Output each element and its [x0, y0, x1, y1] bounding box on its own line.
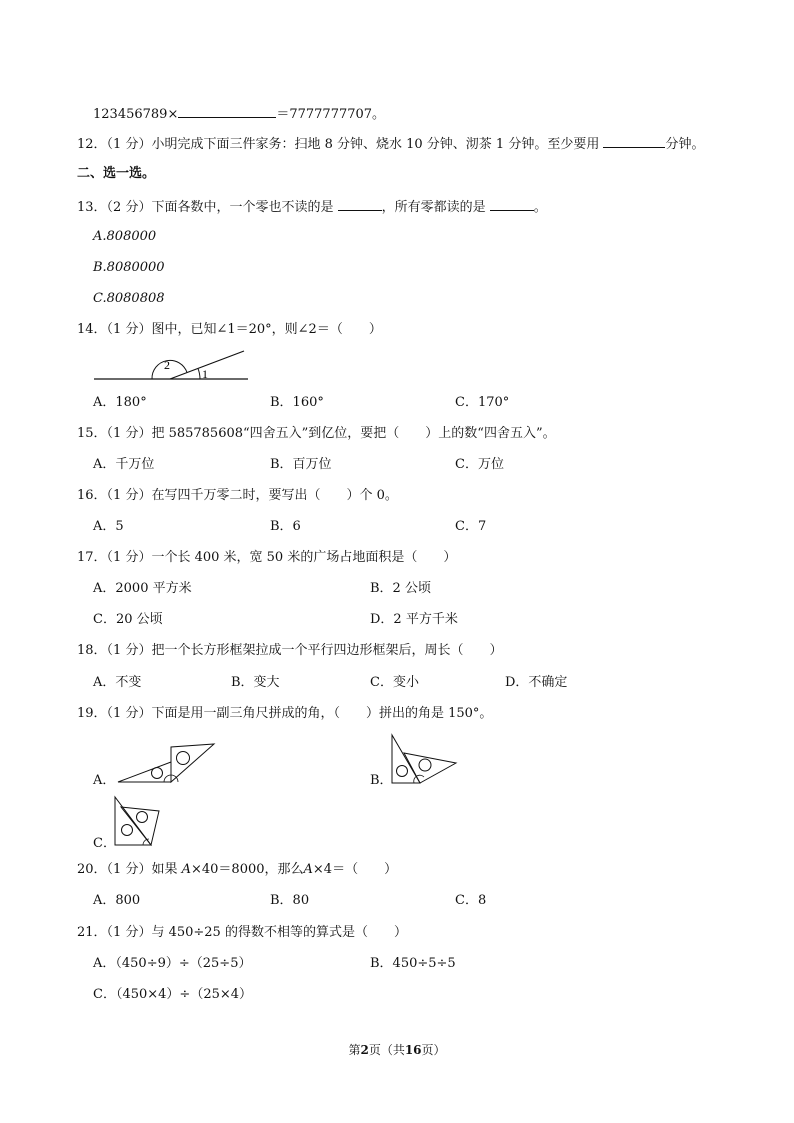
q11-answer-blank[interactable]	[178, 104, 276, 118]
q13-blank-1[interactable]	[338, 197, 382, 211]
q21-option-b[interactable]: B．450÷5÷5	[370, 956, 456, 971]
q17-option-a[interactable]: A．2000 平方米	[93, 581, 192, 596]
q15-option-b[interactable]: B．百万位	[270, 457, 332, 472]
question-14: 14．（1 分）图中，已知∠1＝20°，则∠2＝（ ）	[77, 322, 382, 337]
q20-var-a: A	[181, 862, 191, 877]
question-17: 17．（1 分）一个长 400 米，宽 50 米的广场占地面积是（ ）	[77, 550, 457, 565]
q20-option-c[interactable]: C．8	[455, 893, 487, 908]
footer-page-number: 2	[360, 1043, 369, 1057]
section-heading: 二、选一选。	[77, 166, 156, 181]
q11-continuation	[93, 104, 385, 124]
q18-option-a[interactable]: A．不变	[93, 675, 142, 690]
q12-answer-blank[interactable]	[603, 134, 665, 148]
question-15: 15．（1 分）把 585785608“四舍五入”到亿位，要把（ ）上的数“四舍五入”。	[77, 426, 556, 441]
q16-option-a[interactable]: A．5	[93, 519, 124, 534]
footer-mid: 页（共	[368, 1043, 405, 1057]
question-20	[77, 861, 397, 879]
q17-option-d[interactable]: D．2 平方千米	[370, 612, 458, 627]
q20-var-a-2: A	[303, 862, 313, 877]
footer-total-pages: 16	[404, 1043, 422, 1057]
angle-1-label: 1	[202, 367, 208, 381]
q14-option-b[interactable]: B．160°	[270, 395, 324, 410]
q20-text-a: 20．（1 分）如果	[77, 862, 178, 877]
q20-option-a[interactable]: A．800	[93, 893, 141, 908]
q16-option-c[interactable]: C．7	[455, 519, 487, 534]
q20-text-c: ×4＝（ ）	[312, 862, 398, 877]
q14-option-a[interactable]: A．180°	[93, 395, 147, 410]
q16-option-b[interactable]: B．6	[270, 519, 301, 534]
footer-pre: 第	[348, 1043, 361, 1057]
q20-option-b[interactable]: B．80	[270, 893, 310, 908]
q18-option-c[interactable]: C．变小	[370, 675, 419, 690]
q17-option-c[interactable]: C．20 公顷	[93, 612, 163, 627]
q13-option-b[interactable]: B.8080000	[93, 260, 165, 275]
question-16: 16．（1 分）在写四千万零二时，要写出（ ）个 0。	[77, 488, 398, 503]
question-18: 18．（1 分）把一个长方形框架拉成一个平行四边形框架后，周长（ ）	[77, 643, 503, 658]
q19-option-a[interactable]: A．	[93, 773, 116, 788]
question-21: 21．（1 分）与 450÷25 的得数不相等的算式是（ ）	[77, 925, 407, 940]
q11-left: 123456789×	[93, 107, 179, 122]
question-13	[77, 197, 547, 217]
set-square-figure-b[interactable]	[390, 733, 460, 785]
q12-text: 12．（1 分）小明完成下面三件家务：扫地 8 分钟、烧水 10 分钟、沏茶 1 分钟。至少要用	[77, 137, 600, 152]
q15-option-c[interactable]: C．万位	[455, 457, 504, 472]
q18-option-b[interactable]: B．变大	[231, 675, 280, 690]
q20-text-b: ×40＝8000，那么	[190, 862, 304, 877]
q11-right: ＝7777777707。	[276, 107, 386, 122]
q13-option-c[interactable]: C.8080808	[93, 291, 165, 306]
q21-option-c[interactable]: C．（450×4）÷（25×4）	[93, 987, 253, 1002]
q13-blank-2[interactable]	[490, 197, 534, 211]
set-square-figure-a[interactable]	[116, 742, 216, 784]
q18-option-d[interactable]: D．不确定	[505, 675, 568, 690]
page-footer	[0, 1041, 794, 1058]
angle-figure	[92, 349, 252, 383]
q12-tail: 分钟。	[665, 137, 705, 152]
q13-option-a[interactable]: A.808000	[93, 229, 157, 244]
q17-option-b[interactable]: B．2 公顷	[370, 581, 431, 596]
q13-text: 13．（2 分）下面各数中，一个零也不读的是	[77, 200, 334, 215]
q19-option-b[interactable]: B．	[370, 773, 393, 788]
q13-mid: ，所有零都读的是	[381, 200, 486, 215]
question-12	[77, 134, 704, 154]
footer-post: 页）	[421, 1043, 446, 1057]
q15-option-a[interactable]: A．千万位	[93, 457, 155, 472]
q21-option-a[interactable]: A．（450÷9）÷（25÷5）	[93, 956, 252, 971]
q19-option-c[interactable]: C．	[93, 836, 116, 851]
angle-2-label: 2	[164, 358, 170, 372]
q13-tail: 。	[533, 200, 547, 215]
question-19: 19．（1 分）下面是用一副三角尺拼成的角，（ ）拼出的角是 150°。	[77, 706, 493, 721]
q14-option-c[interactable]: C．170°	[455, 395, 510, 410]
set-square-figure-c[interactable]	[113, 795, 163, 847]
